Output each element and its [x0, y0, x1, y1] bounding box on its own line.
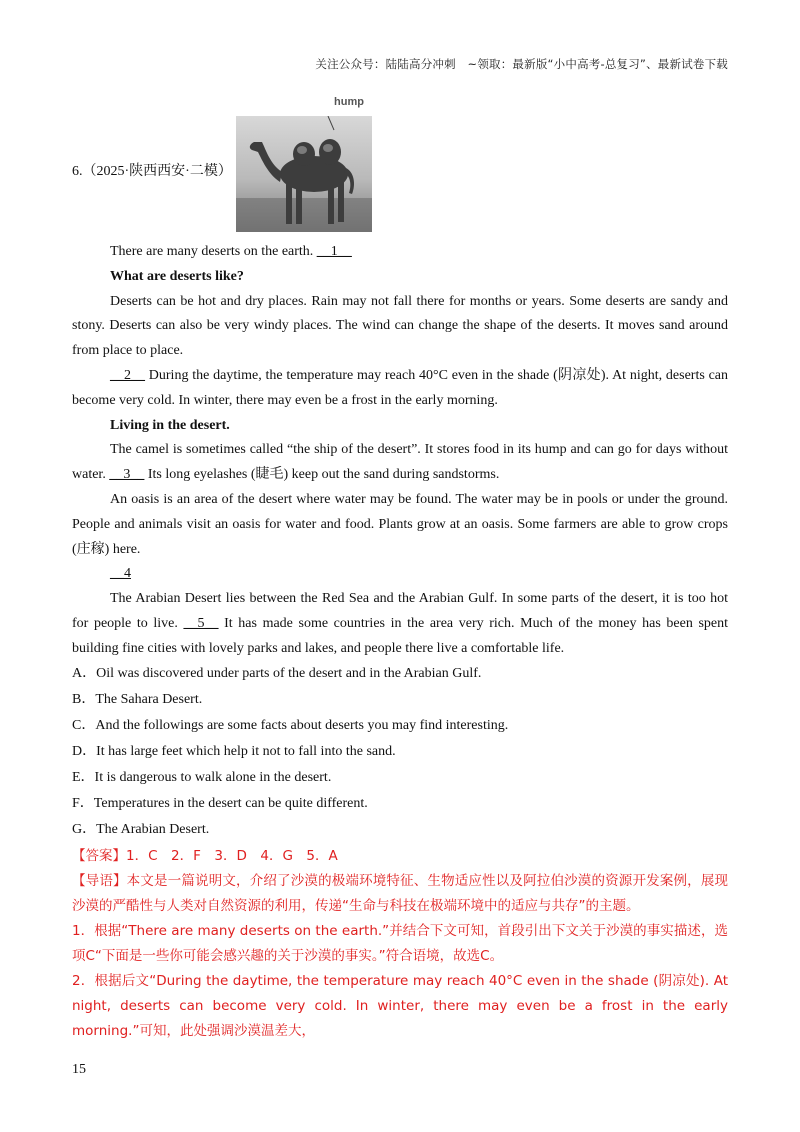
paragraph-7	[72, 587, 728, 661]
answer-section	[72, 844, 728, 1044]
option-g: G．The Arabian Desert.	[72, 821, 210, 837]
paragraph-5: An oasis is an area of the desert where water may be found. The water may be in pools or under the ground. People and animals visit an oasis for water and food. Plants grow at an oasis. Some farmers are able to grow crops (庄稼) here.	[72, 491, 728, 557]
explanation-2: 2．根据后文“During the daytime, the temperature may reach 40°C even in the shade (阴凉处). At night, deserts can become very cold. In winter, there may even be a frost in the early morning.”可知，此处强调沙漠温差大，	[72, 972, 728, 1039]
page-number: 15	[72, 1062, 86, 1077]
blank-4: __4	[110, 566, 131, 582]
paragraph-4	[72, 438, 728, 488]
blank-5: __5__	[183, 615, 219, 631]
answer-guide: 【导语】本文是一篇说明文，介绍了沙漠的极端环境特征、生物适应性以及阿拉伯沙漠的资源开发案例，展现沙漠的严酷性与人类对自然资源的利用，传递“生命与科技在极端环境中的适应与共存”的主题。	[72, 872, 728, 914]
option-e: E．It is dangerous to walk alone in the desert.	[72, 769, 332, 785]
paragraph-4-text-after: Its long eyelashes (睫毛) keep out the sand during sandstorms.	[144, 467, 500, 483]
options-list	[72, 662, 728, 842]
question-label: 6.（2025·陕西西安·二模）	[72, 164, 232, 179]
option-f: F．Temperatures in the desert can be quite different.	[72, 795, 368, 811]
option-a: A．Oil was discovered under parts of the desert and in the Arabian Gulf.	[72, 665, 482, 681]
option-c: C．And the followings are some facts about deserts you may find interesting.	[72, 717, 509, 733]
option-b: B．The Sahara Desert.	[72, 691, 203, 707]
paragraph-4-text-before: The camel is sometimes called “the ship of the desert”. It stores food in its hump and can go for days without water.	[72, 442, 728, 483]
passage	[72, 240, 728, 1044]
paragraph-1	[72, 240, 728, 265]
blank-3: __3__	[109, 467, 145, 483]
image-label-hump: hump	[334, 96, 364, 108]
paragraph-1-text: There are many deserts on the earth.	[110, 244, 317, 259]
option-d: D．It has large feet which help it not to fall into the sand.	[72, 743, 396, 759]
question-header	[72, 96, 728, 232]
page-header: 关注公众号：陆陆高分冲刺 ~领取：最新版“小中高考-总复习”、最新试卷下载	[315, 57, 728, 71]
blank-1: __1__	[316, 244, 352, 259]
heading-living-desert: Living in the desert.	[110, 417, 230, 433]
paragraph-2: Deserts can be hot and dry places. Rain may not fall there for months or years. Some deserts are sandy and stony. Deserts can also be very windy places. The wind can change the shape of the deserts. It moves sand around from place to place.	[72, 293, 728, 359]
paragraph-7-text-after: It has made some countries in the area very rich. Much of the money has been spent building fine cities with lovely parks and lakes, and people there live a comfortable life.	[72, 615, 728, 656]
paragraph-7-text-before: The Arabian Desert lies between the Red Sea and the Arabian Gulf. In some parts of the desert, it is too hot for people to live.	[72, 591, 728, 631]
camel-photo	[236, 116, 372, 232]
paragraph-6	[72, 562, 728, 587]
heading-deserts-like: What are deserts like?	[110, 268, 244, 284]
paragraph-3	[72, 364, 728, 414]
explanation-1: 1．根据“There are many deserts on the earth.”并结合下文可知，首段引出下文关于沙漠的事实描述，选项C“下面是一些你可能会感兴趣的关于沙漠的事实。”符合语境，故选C。	[72, 922, 728, 964]
answer-key: 【答案】1．C 2．F 3．D 4．G 5．A	[72, 847, 338, 864]
paragraph-3-text: During the daytime, the temperature may reach 40°C even in the shade (阴凉处). At night, deserts can become very cold. In winter, there may even be a frost in the early morning.	[72, 367, 728, 408]
blank-2: __2__	[110, 367, 145, 383]
